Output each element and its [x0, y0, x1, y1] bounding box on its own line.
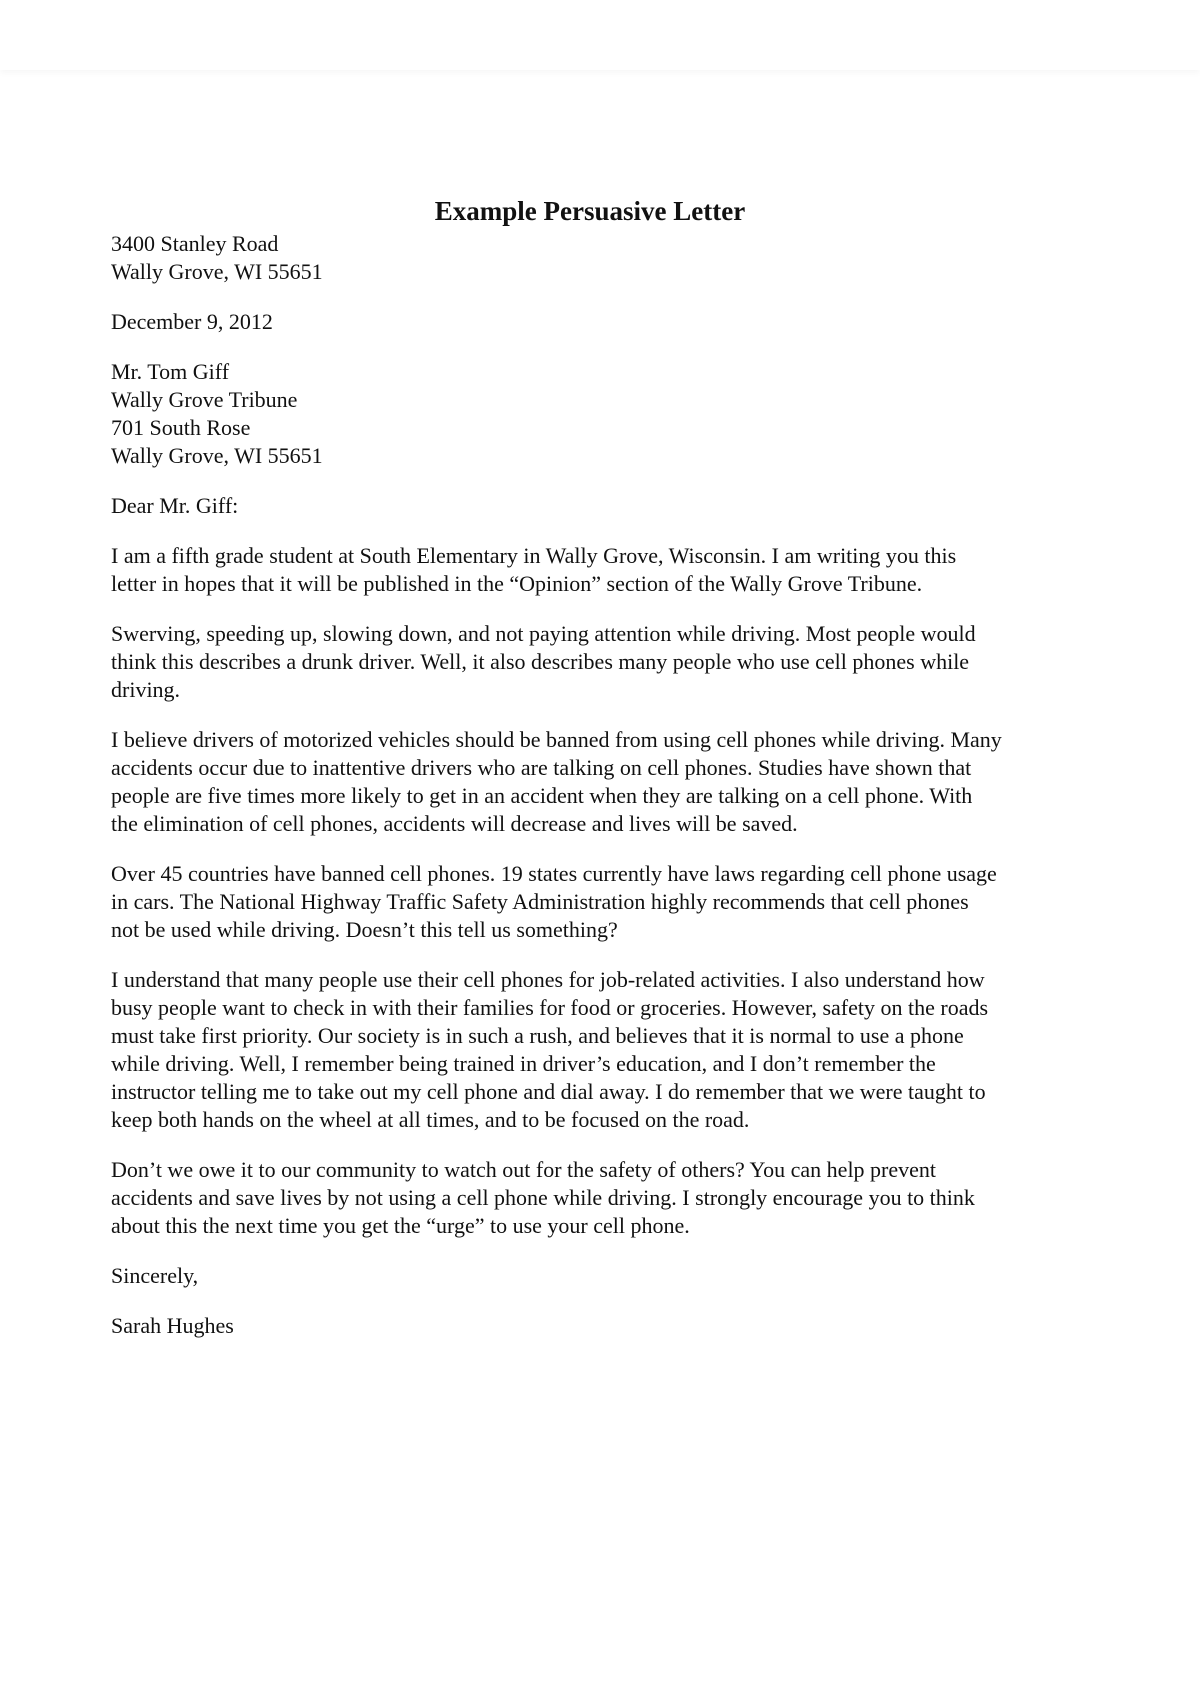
paragraph-line: busy people want to check in with their families for food or groceries. However, safety on the roads — [111, 995, 989, 1020]
paragraph-line: while driving. Well, I remember being trained in driver’s education, and I don’t remember the — [111, 1051, 936, 1076]
signature-name: Sarah Hughes — [111, 1313, 234, 1338]
paragraph-line: think this describes a drunk driver. Well, it also describes many people who use cell phones while — [111, 649, 970, 674]
signature — [111, 1312, 1096, 1340]
paragraph-line: I am a fifth grade student at South Elementary in Wally Grove, Wisconsin. I am writing you this — [111, 543, 957, 568]
body-paragraph — [111, 1156, 1096, 1240]
salutation — [111, 492, 1096, 520]
paragraph-line: accidents and save lives by not using a cell phone while driving. I strongly encourage you to think — [111, 1185, 975, 1210]
paragraph-line: driving. — [111, 677, 181, 702]
closing — [111, 1262, 1096, 1290]
salutation-text: Dear Mr. Giff: — [111, 493, 239, 518]
body-paragraph — [111, 860, 1096, 944]
paragraph-line: the elimination of cell phones, accidents will decrease and lives will be saved. — [111, 811, 798, 836]
paragraph-line: not be used while driving. Doesn’t this tell us something? — [111, 917, 618, 942]
recipient-address-line: Wally Grove, WI 55651 — [111, 443, 323, 468]
sender-address-line: 3400 Stanley Road — [111, 231, 279, 256]
paragraph-line: people are five times more likely to get in an accident when they are talking on a cell phone. With — [111, 783, 973, 808]
recipient-address-line: Wally Grove Tribune — [111, 387, 298, 412]
paragraph-line: I believe drivers of motorized vehicles should be banned from using cell phones while driving. Many — [111, 727, 1002, 752]
paragraph-line: about this the next time you get the “urge” to use your cell phone. — [111, 1213, 690, 1238]
body-paragraph — [111, 542, 1096, 598]
paragraph-line: instructor telling me to take out my cell phone and dial away. I do remember that we were taught to — [111, 1079, 986, 1104]
body-paragraph — [111, 620, 1096, 704]
recipient-address-line: 701 South Rose — [111, 415, 251, 440]
paragraph-line: in cars. The National Highway Traffic Safety Administration highly recommends that cell phones — [111, 889, 969, 914]
sender-address-line: Wally Grove, WI 55651 — [111, 259, 323, 284]
letter-date — [111, 308, 1096, 336]
paragraph-line: Don’t we owe it to our community to watch out for the safety of others? You can help prevent — [111, 1157, 937, 1182]
sender-address — [111, 230, 1096, 286]
paragraph-line: must take first priority. Our society is in such a rush, and believes that it is normal to use a phone — [111, 1023, 964, 1048]
body-paragraph — [111, 726, 1096, 838]
paragraph-line: accidents occur due to inattentive drivers who are talking on cell phones. Studies have shown that — [111, 755, 972, 780]
paragraph-line: Swerving, speeding up, slowing down, and not paying attention while driving. Most people would — [111, 621, 976, 646]
paragraph-line: letter in hopes that it will be published in the “Opinion” section of the Wally Grove Tribune. — [111, 571, 923, 596]
document-title: Example Persuasive Letter — [434, 196, 746, 226]
paragraph-line: I understand that many people use their cell phones for job-related activities. I also understand how — [111, 967, 985, 992]
recipient-address — [111, 358, 1096, 470]
recipient-address-line: Mr. Tom Giff — [111, 359, 230, 384]
closing-text: Sincerely, — [111, 1263, 199, 1288]
date-text: December 9, 2012 — [111, 309, 273, 334]
letter-body — [111, 230, 1096, 1362]
paragraph-line: Over 45 countries have banned cell phones. 19 states currently have laws regarding cell phone usage — [111, 861, 997, 886]
paragraph-line: keep both hands on the wheel at all times, and to be focused on the road. — [111, 1107, 750, 1132]
body-paragraph — [111, 966, 1096, 1134]
